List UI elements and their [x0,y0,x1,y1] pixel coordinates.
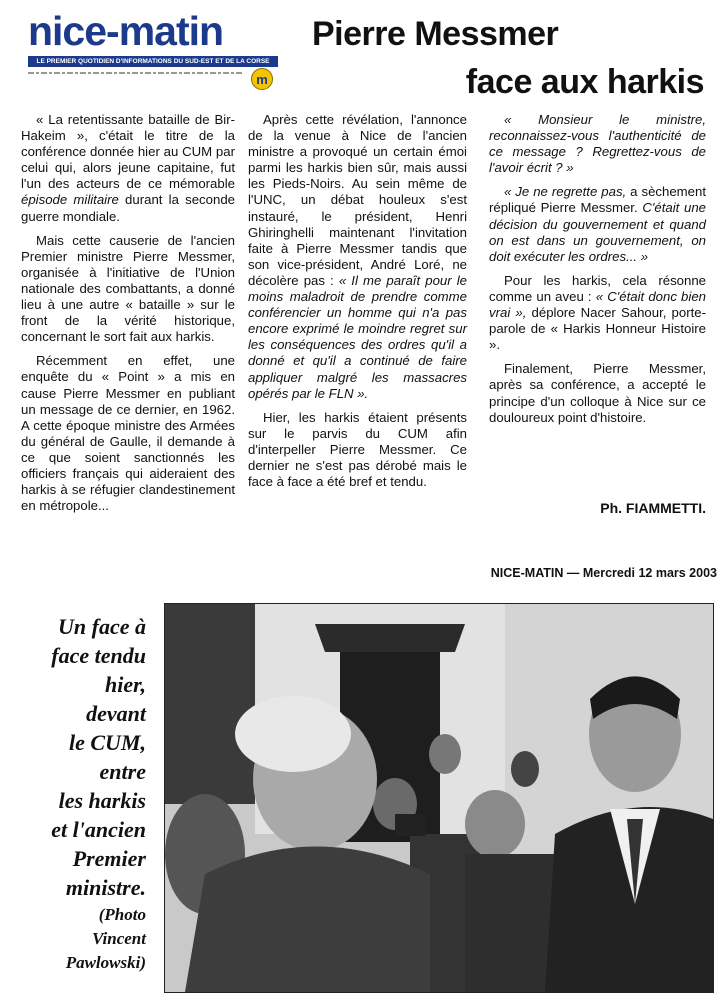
paragraph: Mais cette causerie de l'ancien Premier ministre Pierre Messmer, organisée à l'initiative de l'Union nationale des combattants, a donné lieu à une autre « bataille » sur le front de la vérité historique, concernant le sort fait aux harkis. [21,232,235,345]
article-column-3 [489,112,706,434]
paragraph: « La retentissante bataille de Bir-Hakeim », c'était le titre de la conférence donnée hier au CUM par celui qui, alors jeune capitaine, fut l'un des acteurs de ce mémorable épisode militaire durant la seconde guerre mondiale. [21,112,235,224]
logo-badge-icon: m [251,68,273,90]
article-column-1 [21,112,235,522]
paragraph: « Je ne regrette pas, a sèchement répliqué Pierre Messmer. C'était une décision du gouvernement et quand on est dans un gouvernement, on doit exécuter les ordres... » [489,184,706,264]
fine-print-texture [28,70,244,76]
masthead [28,8,278,88]
photo-illustration [165,604,713,992]
headline-line-1: Pierre Messmer [312,15,559,53]
paragraph: Finalement, Pierre Messmer, après sa conférence, a accepté le principe d'un colloque à Nice sur ce douloureux point d'histoire. [489,361,706,425]
news-photo [164,603,714,993]
paragraph: Après cette révélation, l'annonce de la venue à Nice de l'ancien ministre a provoqué un certain émoi parmi les harkis bien sûr, mais aussi les Pieds-Noirs. Au sein même de l'UNC, un débat houleux s'est instauré, le président, Henri Ghiringhelli maintenant l'invitation faite à Pierre Messmer tandis que son vice-président, André Loré, ne décolère pas : « Il me paraît pour le moins maladroit de prendre comme conférencier un homme qui n'a pas encore exprimé le moindre regret sur les conséquences des ordres qu'il a donné et qu'il a continué de faire appliquer malgré les massacres opérés par le FLN ». [248,112,467,401]
newspaper-logo: nice-matin [28,8,224,54]
masthead-fine-print [28,70,244,78]
byline: Ph. FIAMMETTI. [600,500,706,516]
article-column-2 [248,112,467,498]
paragraph: Pour les harkis, cela résonne comme un aveu : « C'était donc bien vrai », déplore Nacer Sahour, porte-parole de « Harkis Honneur Histoire ». [489,272,706,353]
newspaper-tagline: LE PREMIER QUOTIDIEN D'INFORMATIONS DU SUD-EST ET DE LA CORSE [28,56,278,67]
paragraph: Récemment en effet, une enquête du « Point » a mis en cause Pierre Messmer en publiant un message de ce dernier, en 1962. A cette époque ministre des Armées du général de Gaulle, il demande à ce que soient sanctionnés les officiers français qui aideraient des harkis à se réfugier clandestinement en métropole... [21,353,235,514]
photo-credit: (Photo Vincent Pawlowski) [65,905,146,972]
quote-paragraph: « Monsieur le ministre, reconnaissez-vous l'authenticité de ce message ? Regrettez-vous de l'avoir écrit ? » [489,112,706,176]
headline-line-2: face aux harkis [465,63,704,101]
paragraph: Hier, les harkis étaient présents sur le parvis du CUM afin d'interpeller Pierre Messmer. Ce dernier ne s'est pas dérobé mais le face à face a été bref et tendu. [248,409,467,490]
photo-caption: Un face à face tendu hier, devant le CUM, entre les harkis et l'ancien Premier ministre. (Photo Vincent Pawlowski) [8,612,146,975]
dateline: NICE-MATIN — Mercredi 12 mars 2003 [490,566,717,580]
quote: « Il me paraît pour le moins maladroit de prendre comme conférencier un homme qui n'a pas encore exprimé le moindre regret sur les conséquences des ordres qu'il a donné et qu'il a continué de faire appliquer malgré les massacres opérés par le FLN ». [248,272,467,401]
